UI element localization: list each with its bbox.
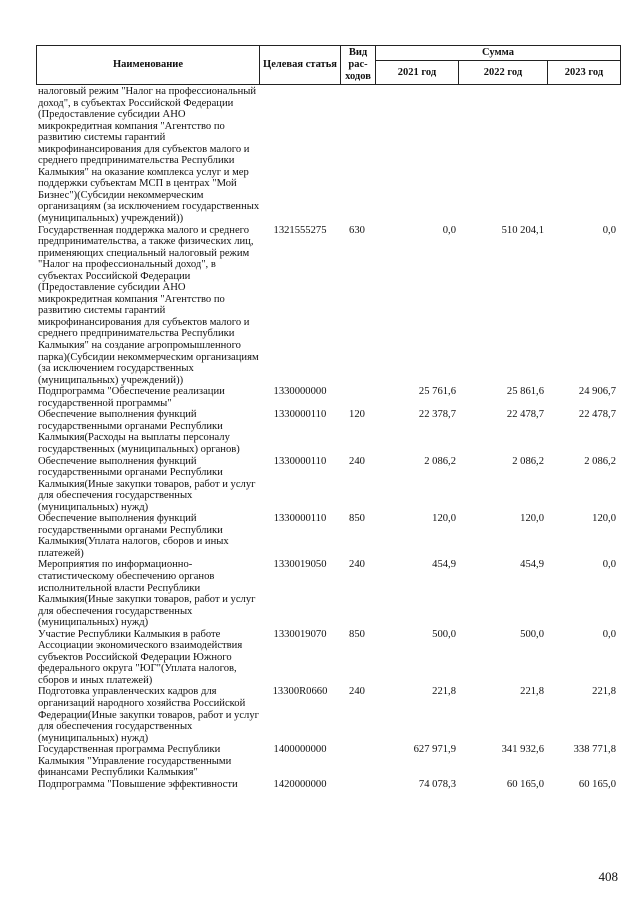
row-name: Подпрограмма "Повышение эффективности xyxy=(38,778,238,790)
row-2021: 25 761,6 xyxy=(418,386,456,398)
row-target: 1400000000 xyxy=(273,744,327,756)
row-2023: 120,0 xyxy=(592,513,616,525)
row-2021: 74 078,3 xyxy=(418,778,456,790)
row-2021: 221,8 xyxy=(432,686,456,698)
row-2021: 454,9 xyxy=(432,559,456,571)
row-2022: 2 086,2 xyxy=(512,455,544,467)
row-target: 13300R0660 xyxy=(272,686,328,698)
row-2023 xyxy=(544,86,616,225)
row-vid: 120 xyxy=(349,409,365,421)
row-target: 1330000110 xyxy=(273,409,327,421)
row-name: Обеспечение выполнения функций государственными органами Республики Калмыкия(Уплата налогов, сборов и иных платежей) xyxy=(38,513,229,559)
table-row xyxy=(36,86,616,225)
row-2023: 0,0 xyxy=(602,559,616,571)
row-2023: 338 771,8 xyxy=(573,744,616,756)
row-2022 xyxy=(456,86,544,225)
row-2023: 24 906,7 xyxy=(578,386,616,398)
row-2021: 2 086,2 xyxy=(424,455,456,467)
header-2023: 2023 год xyxy=(548,61,621,85)
header-2021: 2021 год xyxy=(376,61,459,85)
row-2021: 22 378,7 xyxy=(418,409,456,421)
row-vid: 850 xyxy=(349,513,365,525)
table-row xyxy=(36,686,616,744)
row-2022: 22 478,7 xyxy=(506,409,544,421)
header-2022: 2022 год xyxy=(459,61,548,85)
row-2022: 221,8 xyxy=(520,686,544,698)
table-row xyxy=(36,456,616,514)
row-2022: 341 932,6 xyxy=(501,744,544,756)
row-name: Государственная поддержка малого и среднего предпринимательства, а также физических лиц, применяющих специальный налоговый режим "Налог на профессиональный доход", в субъектах Российской Федерации (Предоставление субсидии АНО микрокредитная компания "Агентство по развитию системы гарантий микрофинансирования для субъектов малого и среднего предпринимательства Республики Калмыкия" на создание агропромышленного парка)(Субсидии некоммерческим организациям (за исключением государственных (муниципальных) учреждений)) xyxy=(38,224,259,386)
row-vid xyxy=(340,386,374,409)
row-2022: 60 165,0 xyxy=(506,778,544,790)
row-name: Подпрограмма "Обеспечение реализации государственной программы" xyxy=(38,386,225,409)
header-vid: Вид рас-ходов xyxy=(341,46,376,85)
header-sum: Сумма xyxy=(376,46,621,61)
row-2021: 500,0 xyxy=(432,628,456,640)
row-target: 1321555275 xyxy=(273,224,327,236)
row-2023: 2 086,2 xyxy=(584,455,616,467)
page-number: 408 xyxy=(598,869,618,884)
table-row xyxy=(36,225,616,387)
row-vid: 630 xyxy=(349,224,365,236)
row-name: Обеспечение выполнения функций государственными органами Республики Калмыкия(Расходы на выплаты персоналу государственных (муниципальных) органов) xyxy=(38,409,240,455)
row-vid: 240 xyxy=(349,686,365,698)
row-target: 1330000110 xyxy=(273,513,327,525)
row-target: 1330019070 xyxy=(273,628,327,640)
table-row xyxy=(36,386,616,409)
row-name: Мероприятия по информационно-статистическому обеспечению органов исполнительной власти Республики Калмыкия(Иные закупки товаров, работ и услуг для обеспечения государственных (муниципальных) нужд) xyxy=(38,559,256,629)
row-vid xyxy=(340,86,374,225)
header-target: Целевая статья xyxy=(260,46,341,85)
row-name: Государственная программа Республики Калмыкия "Управление государственными финансами Республики Калмыкия" xyxy=(38,744,232,779)
table-row xyxy=(36,409,616,455)
row-name: Подготовка управленческих кадров для организаций народного хозяйства Российской Федерации(Иные закупки товаров, работ и услуг для обеспечения государственных (муниципальных) нужд) xyxy=(38,686,259,744)
row-2022: 510 204,1 xyxy=(501,224,544,236)
row-vid xyxy=(340,744,374,779)
table-row xyxy=(36,779,616,791)
row-2021: 627 971,9 xyxy=(413,744,456,756)
row-2021 xyxy=(374,86,456,225)
row-vid: 850 xyxy=(349,628,365,640)
table-row xyxy=(36,513,616,559)
row-2023: 22 478,7 xyxy=(578,409,616,421)
table-row xyxy=(36,559,616,628)
row-2023: 60 165,0 xyxy=(578,778,616,790)
row-2021: 0,0 xyxy=(442,224,456,236)
row-vid: 240 xyxy=(349,455,365,467)
row-target xyxy=(260,86,340,225)
row-2023: 0,0 xyxy=(602,628,616,640)
row-vid xyxy=(340,779,374,791)
table-row xyxy=(36,629,616,687)
row-2022: 454,9 xyxy=(520,559,544,571)
row-2021: 120,0 xyxy=(432,513,456,525)
table-body xyxy=(36,86,616,790)
row-target: 1330019050 xyxy=(273,559,327,571)
table-header xyxy=(36,45,621,85)
row-name: Участие Республики Калмыкия в работе Ассоциации экономического взаимодействия субъектов Российской Федерации Южного федерального округа "ЮГ"(Уплата налогов, сборов и иных платежей) xyxy=(38,628,243,686)
row-name: налоговый режим "Налог на профессиональный доход", в субъектах Российской Федерации (Предоставление субсидии АНО микрокредитная компания "Агентство по развитию системы гарантий микрофинансирования для субъектов малого и среднего предпринимательства Республики Калмыкия" на оказание комплекса услуг и мер поддержки субъектам МСП в центрах "Мой Бизнес")(Субсидии некоммерческим организациям (за исключением государственных (муниципальных) учреждений)) xyxy=(38,86,260,225)
header-name: Наименование xyxy=(37,46,260,85)
table-row xyxy=(36,744,616,779)
row-target: 1420000000 xyxy=(273,778,327,790)
row-target: 1330000000 xyxy=(273,386,327,398)
row-2022: 25 861,6 xyxy=(506,386,544,398)
row-2023: 0,0 xyxy=(602,224,616,236)
row-2022: 120,0 xyxy=(520,513,544,525)
row-vid: 240 xyxy=(349,559,365,571)
row-2022: 500,0 xyxy=(520,628,544,640)
row-2023: 221,8 xyxy=(592,686,616,698)
row-name: Обеспечение выполнения функций государственными органами Республики Калмыкия(Иные закупки товаров, работ и услуг для обеспечения государственных (муниципальных) нужд) xyxy=(38,455,256,513)
row-target: 1330000110 xyxy=(273,455,327,467)
